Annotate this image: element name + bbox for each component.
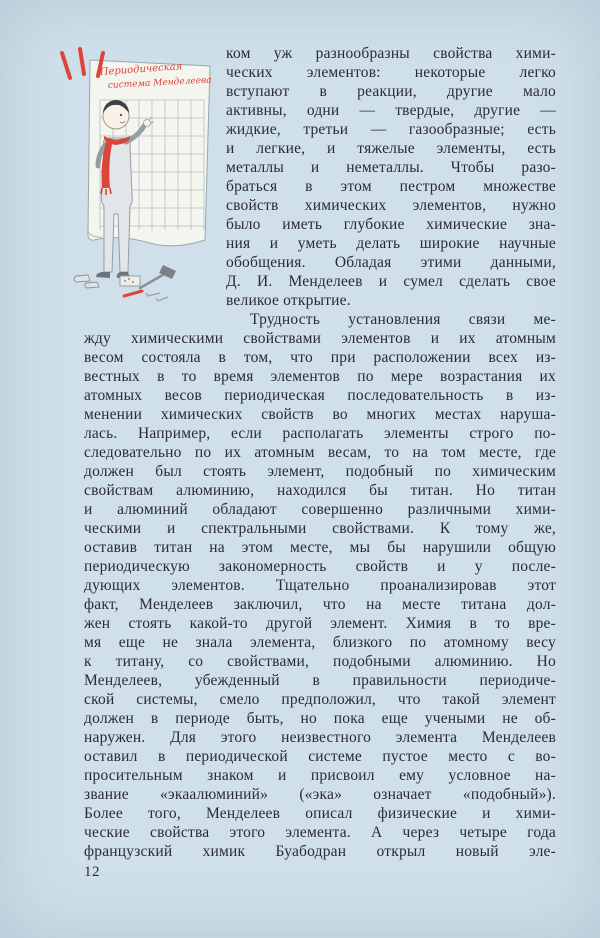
main-paragraph bbox=[84, 310, 556, 861]
text-line: активны, одни — твердые, другие — bbox=[226, 102, 556, 119]
text-line: весом состояла в том, что при расположении всех из- bbox=[84, 349, 556, 366]
text-line: обобщения. Обладая этими данными, bbox=[226, 254, 556, 271]
text-line: факт, Менделеев заключил, что на месте титана дол- bbox=[84, 596, 556, 613]
text-line: свойств химических элементов, нужно bbox=[226, 197, 556, 214]
text-line: жидкие, третьи — газообразные; есть bbox=[226, 121, 556, 138]
poster-caption-line2: система Менделеева bbox=[107, 75, 212, 91]
text-line: великое открытие. bbox=[226, 292, 351, 309]
text-line: вступают в реакции, другие мало bbox=[226, 83, 556, 100]
text-line: дующих элементов. Тщательно проанализировав этот bbox=[84, 577, 556, 594]
text-line: оставил в периодической системе пустое место с во- bbox=[84, 748, 556, 765]
text-line: было иметь глубокие химические зна- bbox=[226, 216, 556, 233]
slippers bbox=[74, 275, 99, 288]
text-line: оставив титан на этом месте, мы бы нарушили общую bbox=[84, 539, 556, 556]
text-line: свойствам алюминию, находился бы титан. Но титан bbox=[84, 482, 556, 499]
text-line: браться в этом пестром множестве bbox=[226, 178, 556, 195]
text-line: и алюминий обладают совершенно различными хими- bbox=[84, 501, 556, 518]
text-line: французский химик Буабодран открыл новый эле- bbox=[84, 843, 556, 860]
text-line: жен стоять какой-то другой элемент. Химия в то вре- bbox=[84, 615, 556, 632]
text-line: Менделеев, убежденный в правильности периодиче- bbox=[84, 672, 556, 689]
text-line: менении химических свойств во многих местах наруша- bbox=[84, 406, 556, 423]
text-line: просительным знаком и присвоил ему условное на- bbox=[84, 767, 556, 784]
text-line: Более того, Менделеев описал физические и хими- bbox=[84, 805, 556, 822]
text-line: и легкие, и тяжелые элементы, есть bbox=[226, 140, 556, 157]
text-line: лась. Например, если располагать элементы строго по- bbox=[84, 425, 556, 442]
text-line: Трудность установления связи ме- bbox=[250, 311, 556, 328]
text-line: периодическую закономерность свойств и у после- bbox=[84, 558, 556, 575]
text-line: металлы и неметаллы. Чтобы разо- bbox=[226, 159, 556, 176]
boy-poster-drawing bbox=[54, 44, 212, 324]
page-number: 12 bbox=[84, 864, 100, 880]
text-line: ком уж разнообразны свойства хими- bbox=[226, 45, 556, 62]
text-line: следовательно по их атомным весам, то на том месте, где bbox=[84, 444, 556, 461]
text-line: ческие свойства этого элемента. А через четыре года bbox=[84, 824, 556, 841]
text-line: звание «экаалюминий» («эка» означает «подобный»). bbox=[84, 786, 556, 803]
text-line: к титану, со свойствами, подобными алюминию. Но bbox=[84, 653, 556, 670]
text-line: вестных в то время элементов по мере возрастания их bbox=[84, 368, 556, 385]
boy-hand bbox=[144, 120, 151, 127]
text-line: ской системы, смело предположил, что такой элемент bbox=[84, 691, 556, 708]
text-line: Д. И. Менделеев и сумел сделать свое bbox=[226, 273, 556, 290]
text-line: наружен. Для этого неизвестного элемента Менделеев bbox=[84, 729, 556, 746]
text-line: атомных весов периодическая последовательность в из- bbox=[84, 387, 556, 404]
text-line: ческими и спектральными свойствами. К тому же, bbox=[84, 520, 556, 537]
text-line: мя еще не знала элемента, близкого по атомному весу bbox=[84, 634, 556, 651]
text-line: должен в периоде быть, но пока еще учеными не об- bbox=[84, 710, 556, 727]
illustration-boy-drawing-poster bbox=[54, 44, 212, 324]
poster-caption-line1: Периодическая bbox=[99, 61, 183, 78]
text-line: ческих элементов: некоторые легко bbox=[226, 64, 556, 81]
text-line: жду химическими свойствами элементов и их атомным bbox=[84, 330, 556, 347]
text-line: ния и уметь делать широкие научные bbox=[226, 235, 556, 252]
text-line: должен был стоять элемент, подобный по химическим bbox=[84, 463, 556, 480]
